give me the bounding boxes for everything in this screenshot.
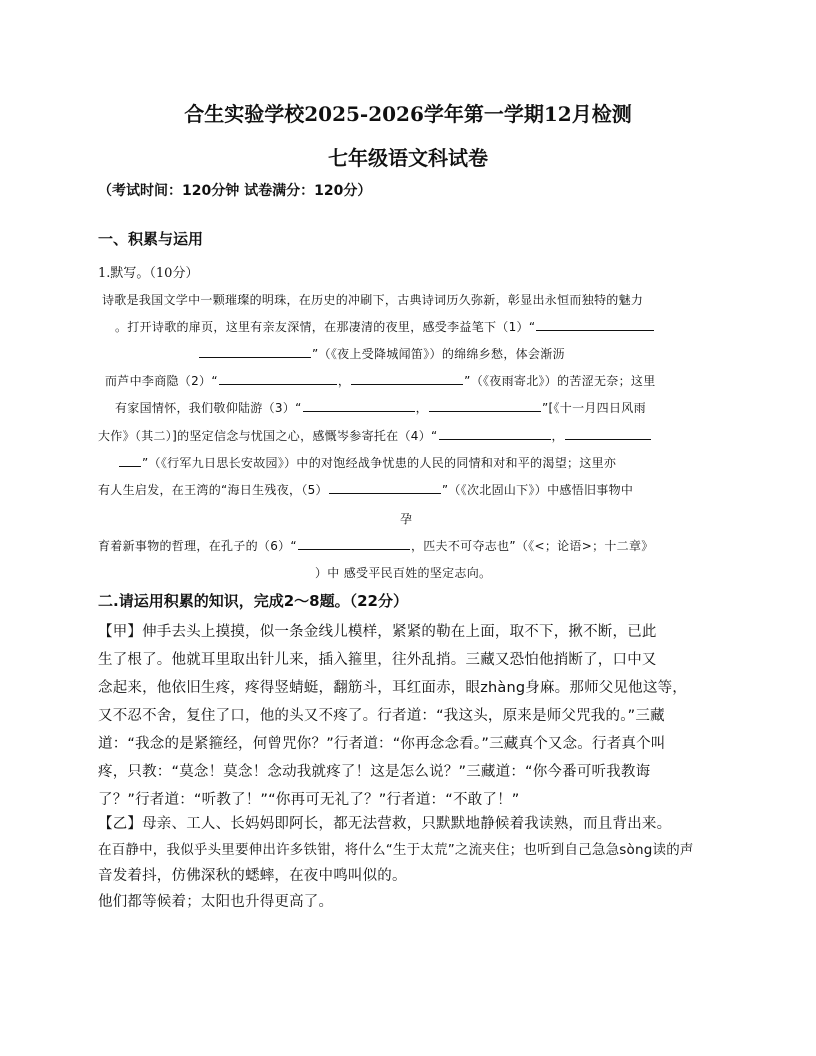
answer-blank-3a[interactable] bbox=[303, 399, 415, 412]
dictation-line bbox=[98, 427, 652, 444]
dictation-line bbox=[115, 399, 646, 416]
dictation-line bbox=[105, 372, 656, 389]
answer-blank-3b[interactable] bbox=[429, 399, 541, 412]
dictation-line bbox=[118, 454, 616, 471]
dictation-text: 。打开诗歌的扉页，这里有亲友深情，在那凄清的夜里，感受李益笔下（1）“ bbox=[115, 320, 536, 334]
dictation-text: ”（《行军九日思长安故园》）中的对饱经战争忧患的人民的同情和对和平的渴望；这里亦 bbox=[142, 456, 617, 470]
passage-yi-line: 【乙】母亲、工人、长妈妈即阿长，都无法营救，只默默地静候着我读熟，而且背出来。 bbox=[98, 816, 672, 832]
question1-label: 1.默写。（10分） bbox=[98, 266, 199, 281]
answer-blank-4b-cont[interactable] bbox=[119, 454, 141, 467]
dictation-text: ，匹夫不可夺志也”（《<；论语>；十二章》 bbox=[410, 539, 654, 553]
dictation-text: ”（《次北固山下》）中感悟旧事物中 bbox=[441, 483, 634, 497]
exam-title: 合生实验学校2025-2026学年第一学期12月检测 bbox=[184, 102, 632, 126]
section2-heading: 二.请运用积累的知识，完成2～8题。（22分） bbox=[98, 592, 408, 610]
answer-blank-1a[interactable] bbox=[536, 318, 654, 331]
dictation-line: 孕 bbox=[400, 512, 413, 526]
passage-jia-line: 又不忍不舍，复住了口，他的头又不疼了。行者道：“我这头，原来是师父咒我的。”三藏 bbox=[98, 708, 665, 724]
passage-jia-line: 念起来，他依旧生疼，疼得竖蜻蜓，翻筋斗，耳红面赤，眼zhàng身麻。那师父见他这等， bbox=[98, 680, 687, 696]
dictation-line bbox=[98, 481, 633, 498]
dictation-text: 大作》（其二）]的坚定信念与忧国之心，感慨岑参寄托在（4）“ bbox=[98, 429, 438, 443]
exam-subtitle: 七年级语文科试卷 bbox=[328, 146, 488, 170]
dictation-text: 有人生启发，在王湾的“海日生残夜，（5） bbox=[98, 483, 328, 497]
dictation-text: 育着新事物的哲理，在孔子的（6）“ bbox=[98, 539, 297, 553]
dictation-text: ， bbox=[415, 401, 428, 415]
answer-blank-4b[interactable] bbox=[565, 427, 651, 440]
passage-jia-line: 了？”行者道：“听教了！”“你再可无礼了？”行者道：“不敢了！” bbox=[98, 792, 520, 808]
dictation-text: ”[《十一月四日风雨 bbox=[541, 401, 646, 415]
dictation-text: ”（《夜上受降城闻笛》）的绵绵乡愁，体会渐沥 bbox=[312, 347, 565, 361]
answer-blank-2a[interactable] bbox=[219, 372, 337, 385]
passage-jia-line: 【甲】伸手去头上摸摸，似一条金线儿模样，紧紧的勒在上面，取不下，揪不断，已此 bbox=[98, 624, 657, 640]
answer-blank-4a[interactable] bbox=[439, 427, 551, 440]
dictation-line: ）中 感受平民百姓的坚定志向。 bbox=[315, 566, 492, 580]
dictation-line: 诗歌是我国文学中一颗璀璨的明珠，在历史的冲刷下，古典诗词历久弥新，彰显出永恒而独特的魅力 bbox=[102, 293, 644, 307]
dictation-text: 有家国情怀，我们敬仰陆游（3）“ bbox=[115, 401, 302, 415]
dictation-text: ”（《夜雨寄北》）的苦涩无奈；这里 bbox=[464, 374, 656, 388]
passage-jia-line: 道：“我念的是紧箍经，何曾咒你？”行者道：“你再念念看。”三藏真个又念。行者真个叫 bbox=[98, 736, 666, 752]
dictation-text: 而芦中李商隐（2）“ bbox=[105, 374, 218, 388]
dictation-text: ， bbox=[551, 429, 564, 443]
answer-blank-1b[interactable] bbox=[199, 345, 311, 358]
section1-heading: 一、积累与运用 bbox=[98, 230, 204, 248]
dictation-text: ， bbox=[337, 374, 351, 388]
dictation-line bbox=[98, 537, 654, 554]
passage-jia-line: 生了根了。他就耳里取出针儿来，插入箍里，往外乱捎。三藏又恐怕他捎断了，口中又 bbox=[98, 652, 657, 668]
answer-blank-6[interactable] bbox=[298, 537, 410, 550]
exam-info: （考试时间：120分钟 试卷满分：120分） bbox=[98, 183, 372, 199]
dictation-line bbox=[198, 345, 565, 362]
passage-yi-line: 音发着抖，仿佛深秋的蟋蟀，在夜中鸣叫似的。 bbox=[98, 868, 407, 884]
passage-jia-line: 疼，只教：“莫念！莫念！念动我就疼了！这是怎么说？”三藏道：“你今番可听我教诲 bbox=[98, 764, 651, 780]
dictation-line bbox=[115, 318, 655, 335]
answer-blank-2b[interactable] bbox=[351, 372, 463, 385]
passage-yi-line: 他们都等候着；太阳也升得更高了。 bbox=[98, 894, 334, 910]
answer-blank-5[interactable] bbox=[329, 481, 441, 494]
passage-yi-line: 在百静中，我似乎头里要伸出许多铁钳，将什么“生于太荒”之流夹住；也听到自己急急sòng读的声 bbox=[98, 842, 694, 858]
